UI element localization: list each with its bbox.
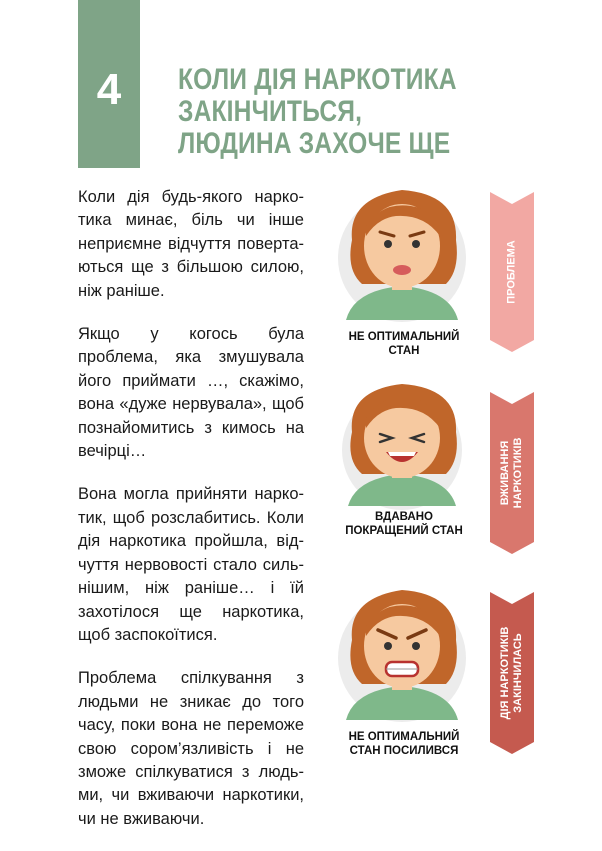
figure-frown (334, 180, 474, 358)
tag-effect-ended (490, 592, 534, 754)
tag-effect-ended-label (499, 627, 525, 720)
tag-drug-use-line-1: ВЖИВАННЯ (499, 440, 511, 506)
tag-drug-use-label (499, 438, 525, 509)
figure-laugh (334, 380, 474, 538)
paragraph-2: Якщо у когось була проблема, яка змушувала його приймати …, скажімо, вона «дуже нервувала», щоб познайомитись з кимось на вечірці… (78, 325, 304, 461)
figure-caption-3 (334, 730, 474, 758)
paragraph-4: Проблема спілкування з людьми не зникає до того часу, поки вона не переможе свою сором’язливість і не зможе спілкуватися з людьми, чи вживаючи наркотики, чи не вживаючи. (78, 669, 304, 828)
section-number: 4 (96, 65, 122, 114)
face-laugh-illustration (334, 380, 474, 510)
caption-3-line-1: НЕ ОПТИМАЛЬНИЙ (348, 731, 460, 743)
title-line-2: ЗАКІНЧИТЬСЯ, (178, 95, 363, 128)
title-line-3: ЛЮДИНА ЗАХОЧЕ ЩЕ (178, 127, 451, 160)
tag-drug-use (490, 392, 534, 554)
caption-3-line-2: СТАН ПОСИЛИВСЯ (349, 745, 459, 757)
tag-problem-line-1: ПРОБЛЕМА (505, 240, 518, 304)
caption-2-line-1: ВДАВАНО (375, 511, 433, 523)
caption-1-line-1: НЕ ОПТИМАЛЬНИЙ (348, 331, 460, 343)
face-frown-illustration (334, 180, 474, 330)
title-line-1: КОЛИ ДІЯ НАРКОТИКА (178, 63, 457, 96)
tag-effect-ended-line-2: ЗАКІНЧИЛАСЬ (512, 633, 524, 713)
tag-effect-ended-line-1: ДІЯ НАРКОТИКІВ (499, 626, 511, 720)
section-number-block (78, 0, 140, 168)
figure-caption-1 (334, 330, 474, 358)
tag-problem-label (506, 240, 519, 303)
tag-problem (490, 192, 534, 352)
figure-caption-2 (334, 510, 474, 538)
paragraph-1: Коли дія будь-якого наркотика минає, біль чи інше неприємне відчуття повертаються ще з більшою силою, ніж раніше. (78, 188, 304, 300)
figure-angry (334, 580, 474, 758)
body-text (78, 186, 304, 851)
caption-2-line-2: ПОКРАЩЕНИЙ СТАН (345, 525, 463, 537)
face-angry-illustration (334, 580, 474, 730)
tag-drug-use-line-2: НАРКОТИКІВ (512, 437, 524, 509)
paragraph-3: Вона могла прийняти наркотик, щоб розслабитись. Коли дія наркотика пройшла, відчуття нервовості стало сильнішим, ніж раніше… і їй захотілося ще наркотика, щоб заспокоїтися. (78, 485, 304, 644)
page-title (178, 63, 457, 160)
caption-1-line-2: СТАН (388, 345, 420, 357)
